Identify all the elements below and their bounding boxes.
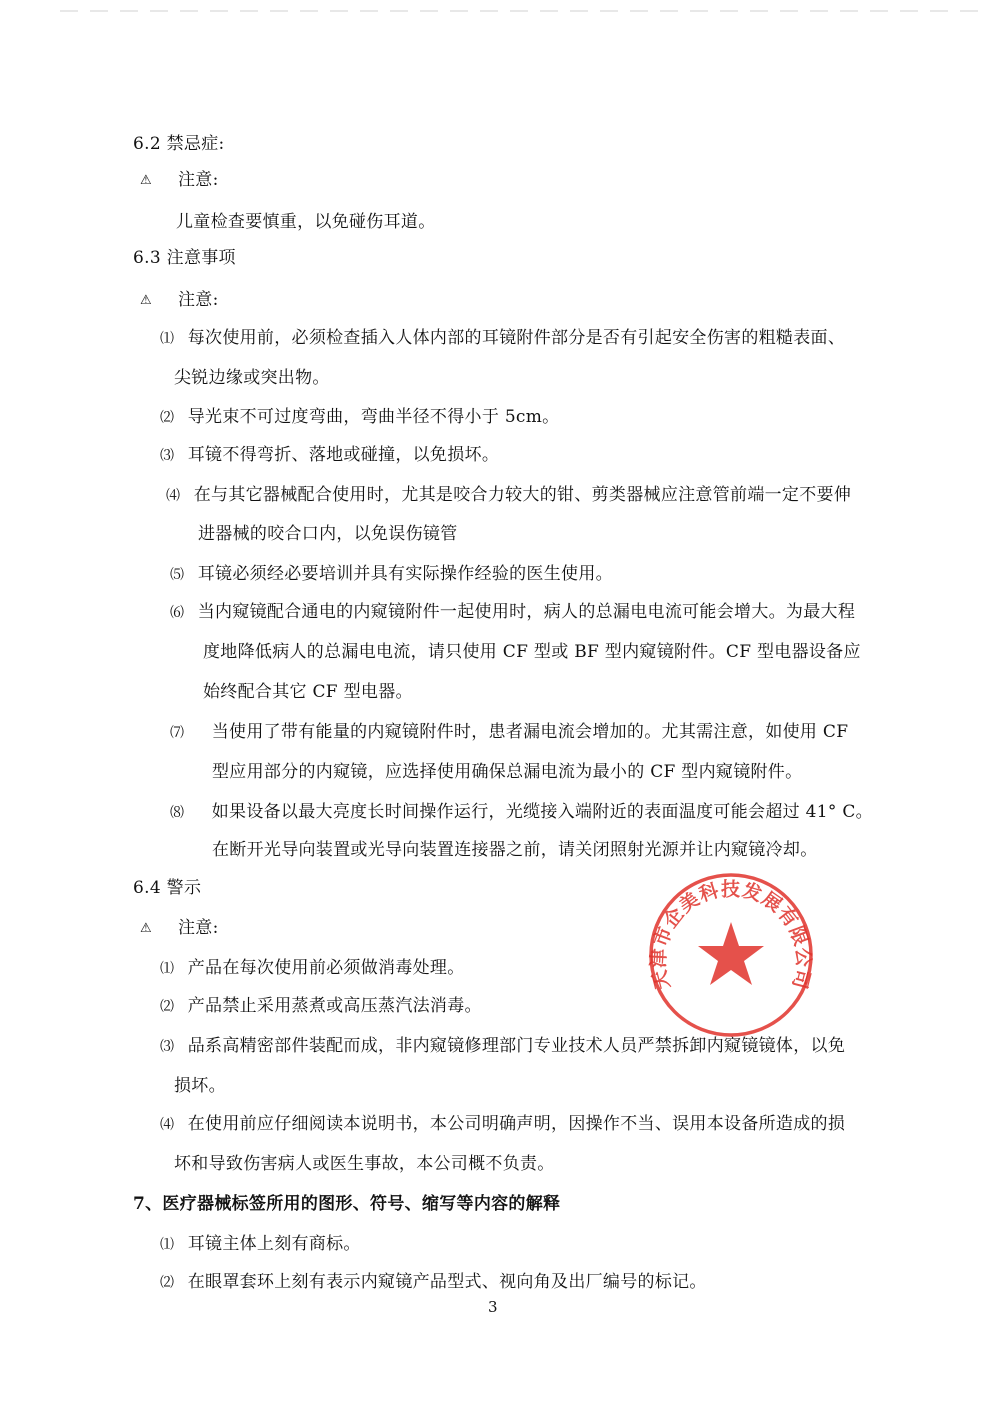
item-text: 品系高精密部件装配而成，非内窥镜修理部门专业技术人员严禁拆卸内窥镜镜体，以免 [187,1036,846,1056]
caution-label: 注意: [178,170,219,190]
caution-label: 注意: [178,290,219,310]
item-text: 导光束不可过度弯曲，弯曲半径不得小于 5cm。 [187,407,560,427]
list-item [170,720,848,745]
item-number: ⑵ [160,1275,175,1291]
caution-line [138,916,219,941]
section-6-2-heading: 6.2 禁忌症: [133,134,225,154]
list-item [160,1232,361,1257]
list-item [160,1112,845,1137]
item-number: ⑸ [170,567,185,583]
item-text-continued: 进器械的咬合口内，以免误伤镜管 [198,524,458,544]
item-text-continued: 损坏。 [174,1076,226,1096]
list-item [160,326,845,351]
item-number: ⑴ [160,961,175,977]
item-text: 在眼罩套环上刻有表示内窥镜产品型式、视向角及出厂编号的标记。 [187,1272,707,1292]
item-number: ⑶ [160,1039,175,1055]
item-text: 当内窥镜配合通电的内窥镜附件一起使用时，病人的总漏电电流可能会增大。为最大程 [197,602,856,622]
list-item [170,562,613,587]
item-text: 产品禁止采用蒸煮或高压蒸汽法消毒。 [187,996,482,1016]
item-number: ⑵ [160,999,175,1015]
item-text-continued: 度地降低病人的总漏电电流，请只使用 CF 型或 BF 型内窥镜附件。CF 型电器设备应 [203,642,861,662]
scan-edge-artifact [60,10,980,12]
item-text: 每次使用前，必须检查插入人体内部的耳镜附件部分是否有引起安全伤害的粗糙表面、 [187,328,846,348]
item-number: ⑷ [166,488,181,504]
company-seal-stamp [646,870,816,1040]
item-text: 耳镜主体上刻有商标。 [187,1234,361,1254]
item-text: 当使用了带有能量的内窥镜附件时，患者漏电流会增加的。尤其需注意，如使用 CF [211,722,849,742]
item-number: ⑻ [170,805,185,821]
warning-triangle-icon: ⚠ [140,921,152,936]
list-item [160,994,482,1019]
item-text: 耳镜必须经必要培训并具有实际操作经验的医生使用。 [197,564,613,584]
section-7-heading: 7、医疗器械标签所用的图形、符号、缩写等内容的解释 [133,1194,561,1214]
item-text: 如果设备以最大亮度长时间操作运行，光缆接入端附近的表面温度可能会超过 41° C。 [211,802,873,822]
list-item [160,405,559,430]
list-item [170,600,855,625]
item-text-continued: 始终配合其它 CF 型电器。 [203,682,413,702]
section-6-4-heading: 6.4 警示 [133,878,202,898]
item-text-continued: 坏和导致伤害病人或医生事故，本公司概不负责。 [174,1154,555,1174]
item-text-continued: 在断开光导向装置或光导向装置连接器之前，请关闭照射光源并让内窥镜冷却。 [212,840,818,860]
item-number: ⑺ [170,725,185,741]
section-6-3-heading: 6.3 注意事项 [133,248,236,268]
svg-text:天津市企美科技发展有限公司: 天津市企美科技发展有限公司 [647,878,815,992]
item-text-continued: 尖锐边缘或突出物。 [174,368,330,388]
item-number: ⑴ [160,1237,175,1253]
list-item [170,800,873,825]
warning-triangle-icon: ⚠ [140,173,152,188]
list-item [160,956,465,981]
item-number: ⑴ [160,331,175,347]
item-number: ⑹ [170,605,185,621]
item-text: 产品在每次使用前必须做消毒处理。 [187,958,465,978]
item-text: 在与其它器械配合使用时，尤其是咬合力较大的钳、剪类器械应注意管前端一定不要伸 [193,485,852,505]
item-number: ⑶ [160,448,175,464]
list-item [166,483,851,508]
item-text: 耳镜不得弯折、落地或碰撞，以免损坏。 [187,445,500,465]
list-item [160,1270,707,1295]
list-item [160,443,499,468]
item-number: ⑵ [160,410,175,426]
caution-line [138,168,219,193]
paragraph-text: 儿童检查要慎重，以免碰伤耳道。 [176,212,436,232]
item-number: ⑷ [160,1117,175,1133]
caution-line [138,288,219,313]
item-text: 在使用前应仔细阅读本说明书，本公司明确声明，因操作不当、误用本设备所造成的损 [187,1114,846,1134]
page-number: 3 [488,1298,498,1316]
caution-label: 注意: [178,918,219,938]
warning-triangle-icon: ⚠ [140,293,152,308]
item-text-continued: 型应用部分的内窥镜，应选择使用确保总漏电流为最小的 CF 型内窥镜附件。 [212,762,803,782]
